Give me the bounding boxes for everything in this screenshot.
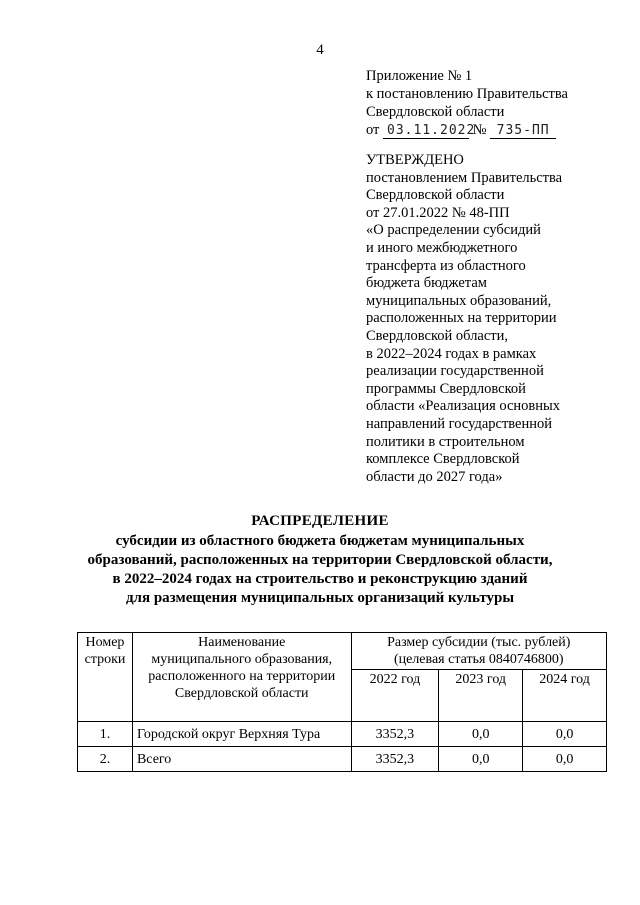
- approved-line: постановлением Правительства: [366, 169, 563, 186]
- value-2024: 0,0: [523, 722, 607, 747]
- number-label: №: [472, 122, 487, 138]
- page-number: 4: [316, 42, 324, 58]
- resolution-number: 735-ПП: [496, 123, 550, 138]
- from-label: от: [366, 122, 380, 138]
- approved-line: от 27.01.2022 № 48-ПП: [366, 204, 510, 221]
- appendix-title: Приложение № 1: [366, 68, 473, 84]
- header-year-2024: 2024 год: [523, 670, 607, 722]
- approved-line: УТВЕРЖДЕНО: [366, 152, 464, 168]
- value-2023: 0,0: [439, 747, 523, 772]
- heading-line: в 2022–2024 годах на строительство и реконструкцию зданий: [112, 571, 528, 587]
- value-2024: 0,0: [523, 747, 607, 772]
- appendix-block: [366, 67, 626, 139]
- heading-line: образований, расположенных на территории Свердловской области,: [87, 552, 553, 568]
- approved-line: направлений государственной: [366, 415, 553, 432]
- approved-line: политики в строительном: [366, 433, 525, 450]
- heading-line: субсидии из областного бюджета бюджетам муниципальных: [115, 533, 525, 549]
- approved-line: расположенных на территории: [366, 310, 557, 327]
- approved-line: реализации государственной: [366, 363, 544, 380]
- approved-line: Свердловской области: [366, 187, 505, 204]
- header-year-2023: 2023 год: [439, 670, 523, 722]
- value-2022: 3352,3: [351, 722, 439, 747]
- table-row: [78, 747, 607, 772]
- value-2022: 3352,3: [351, 747, 439, 772]
- value-2023: 0,0: [439, 722, 523, 747]
- heading-title: РАСПРЕДЕЛЕНИЕ: [251, 513, 389, 529]
- header-row-number: Номер строки: [78, 633, 133, 722]
- header-year-2022: 2022 год: [351, 670, 439, 722]
- approved-line: области «Реализация основных: [366, 398, 561, 415]
- distribution-table: [77, 632, 607, 772]
- municipality-name: Городской округ Верхняя Тура: [132, 722, 351, 747]
- municipality-name: Всего: [132, 747, 351, 772]
- approved-line: бюджета бюджетам: [366, 275, 487, 292]
- approved-line: «О распределении субсидий: [366, 222, 541, 239]
- approved-line: и иного межбюджетного: [366, 239, 518, 256]
- resolution-date: 03.11.2022: [387, 123, 476, 138]
- approved-line: программы Свердловской: [366, 380, 526, 397]
- approved-block: [366, 152, 626, 486]
- appendix-resolution: к постановлению Правительства: [366, 86, 568, 102]
- header-municipality: Наименование муниципального образования, расположенного на территории Свердловской области: [132, 633, 351, 722]
- appendix-date-line: [366, 121, 626, 139]
- row-number: 2.: [78, 747, 133, 772]
- approved-line: области до 2027 года»: [366, 468, 503, 485]
- appendix-region: Свердловской области: [366, 104, 505, 120]
- row-number: 1.: [78, 722, 133, 747]
- header-subsidy-amount: Размер субсидии (тыс. рублей) (целевая статья 0840746800): [351, 633, 606, 670]
- approved-line: муниципальных образований,: [366, 292, 552, 309]
- approved-line: комплексе Свердловской: [366, 451, 520, 468]
- approved-line: Свердловской области,: [366, 327, 509, 344]
- approved-line: в 2022–2024 годах в рамках: [366, 345, 537, 362]
- table-row: [78, 722, 607, 747]
- document-heading: [60, 512, 580, 608]
- approved-line: трансферта из областного: [366, 257, 526, 274]
- heading-line: для размещения муниципальных организаций культуры: [125, 590, 515, 606]
